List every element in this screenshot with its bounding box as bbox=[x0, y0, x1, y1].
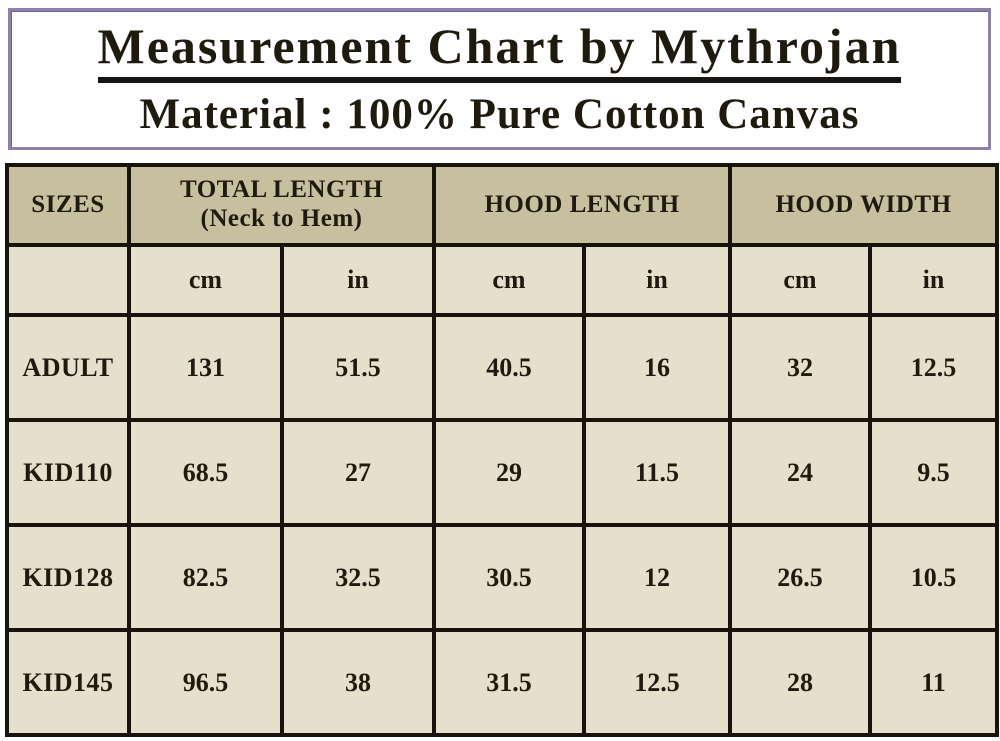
value-cell: 31.5 bbox=[434, 630, 584, 735]
value-cell: 32 bbox=[730, 315, 870, 420]
value-cell: 16 bbox=[584, 315, 730, 420]
unit-header-hood-width-in: in bbox=[870, 245, 997, 315]
value-cell: 9.5 bbox=[870, 420, 997, 525]
value-cell: 11 bbox=[870, 630, 997, 735]
unit-header-empty bbox=[7, 245, 129, 315]
unit-header-hood-length-in: in bbox=[584, 245, 730, 315]
value-cell: 12.5 bbox=[584, 630, 730, 735]
unit-header-hood-width-cm: cm bbox=[730, 245, 870, 315]
size-cell: KID128 bbox=[7, 525, 129, 630]
value-cell: 82.5 bbox=[129, 525, 282, 630]
value-cell: 12.5 bbox=[870, 315, 997, 420]
value-cell: 40.5 bbox=[434, 315, 584, 420]
group-header-hood-length-label: HOOD LENGTH bbox=[484, 190, 680, 218]
group-header-hood-width-label: HOOD WIDTH bbox=[775, 190, 952, 218]
value-cell: 28 bbox=[730, 630, 870, 735]
group-header-hood-width bbox=[730, 165, 997, 245]
group-header-hood-length bbox=[434, 165, 730, 245]
unit-header-hood-length-cm: cm bbox=[434, 245, 584, 315]
page-title bbox=[97, 17, 902, 84]
value-cell: 29 bbox=[434, 420, 584, 525]
value-cell: 12 bbox=[584, 525, 730, 630]
page-title-text: Measurement Chart by Mythrojan bbox=[98, 20, 902, 84]
title-box bbox=[8, 8, 991, 150]
size-cell: ADULT bbox=[7, 315, 129, 420]
size-cell: KID110 bbox=[7, 420, 129, 525]
unit-header-total-length-in: in bbox=[282, 245, 434, 315]
group-header-total-length-sublabel: (Neck to Hem) bbox=[200, 205, 363, 232]
value-cell: 10.5 bbox=[870, 525, 997, 630]
value-cell: 96.5 bbox=[129, 630, 282, 735]
value-cell: 38 bbox=[282, 630, 434, 735]
table-group-header-row bbox=[7, 165, 997, 245]
table-row-kid110 bbox=[7, 420, 997, 525]
group-header-total-length bbox=[129, 165, 434, 245]
col-header-sizes: SIZES bbox=[7, 165, 129, 245]
measurement-table bbox=[5, 163, 999, 737]
value-cell: 51.5 bbox=[282, 315, 434, 420]
value-cell: 131 bbox=[129, 315, 282, 420]
table-unit-header-row bbox=[7, 245, 997, 315]
unit-header-total-length-cm: cm bbox=[129, 245, 282, 315]
size-cell: KID145 bbox=[7, 630, 129, 735]
group-header-total-length-label: TOTAL LENGTH bbox=[179, 176, 384, 204]
page-subtitle: Material : 100% Pure Cotton Canvas bbox=[139, 91, 860, 139]
value-cell: 30.5 bbox=[434, 525, 584, 630]
value-cell: 27 bbox=[282, 420, 434, 525]
table-row-adult bbox=[7, 315, 997, 420]
value-cell: 32.5 bbox=[282, 525, 434, 630]
value-cell: 11.5 bbox=[584, 420, 730, 525]
value-cell: 24 bbox=[730, 420, 870, 525]
table-row-kid145 bbox=[7, 630, 997, 735]
value-cell: 68.5 bbox=[129, 420, 282, 525]
table-row-kid128 bbox=[7, 525, 997, 630]
value-cell: 26.5 bbox=[730, 525, 870, 630]
